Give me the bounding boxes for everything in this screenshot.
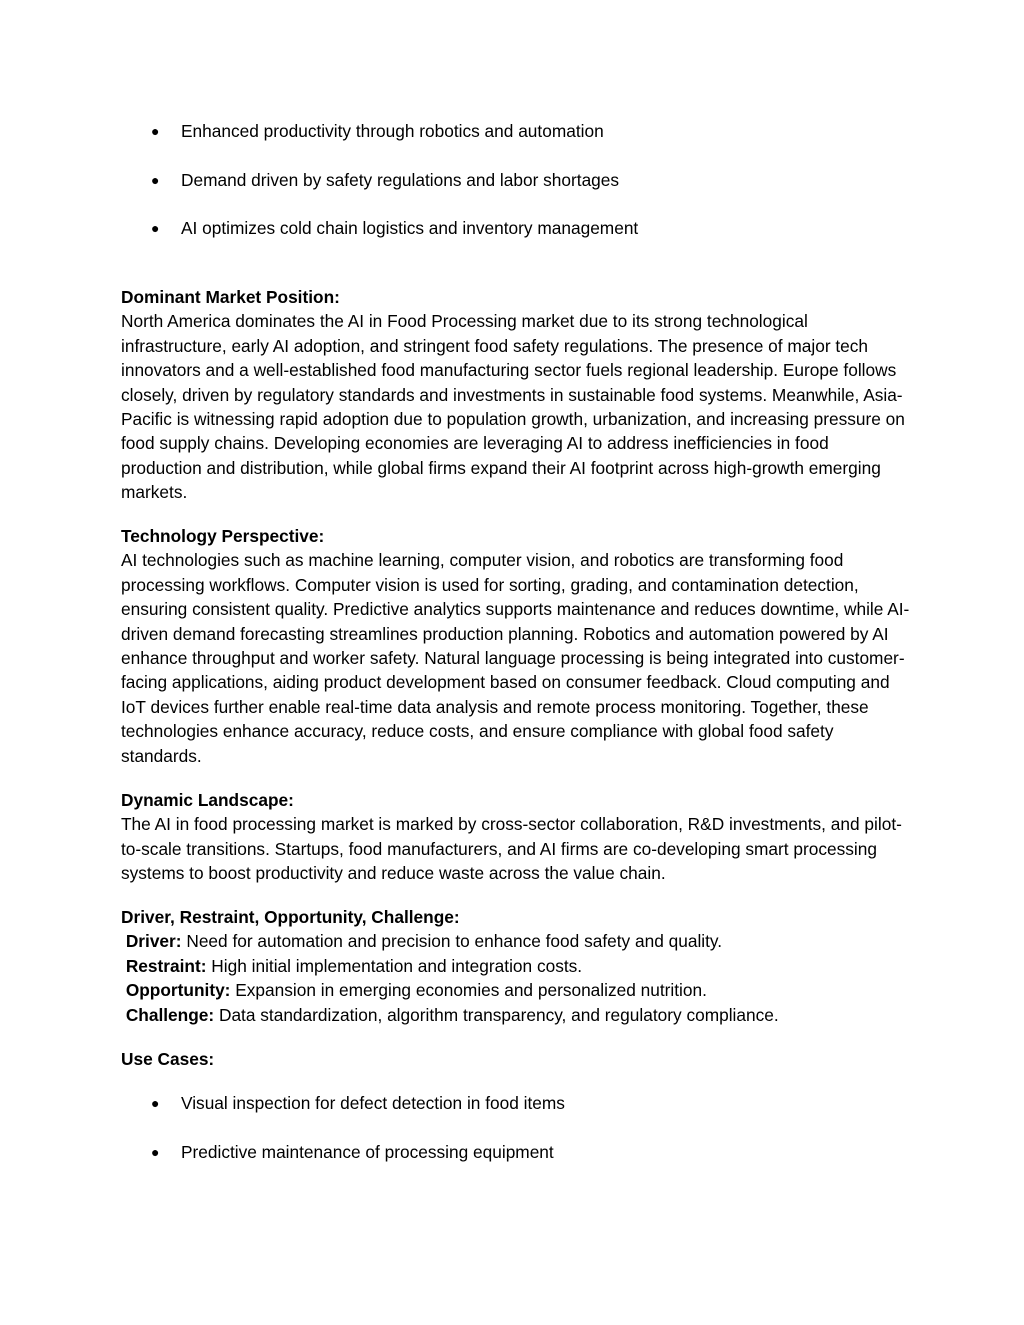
driver-text: Need for automation and precision to enhance food safety and quality. bbox=[181, 931, 723, 952]
list-item bbox=[121, 168, 638, 192]
challenge-line bbox=[121, 1003, 911, 1027]
restraint-text: High initial implementation and integration costs. bbox=[206, 955, 583, 976]
section-heading: Technology Perspective: bbox=[121, 526, 325, 546]
bullet-icon: ● bbox=[151, 1095, 160, 1111]
section-body: AI technologies such as machine learning, computer vision, and robotics are transforming food processing workflows. Computer vision is used for sorting, grading, and contamination detection, ensuring consistent quality. Predictive analytics supports maintenance and reduces downtime, while AI-driven demand forecasting streamlines production planning. Robotics and automation powered by AI enhance throughput and worker safety. Natural language processing is being integrated into customer-facing applications, aiding product development based on consumer feedback. Cloud computing and IoT devices further enable real-time data analysis and remote process monitoring. Together, these technologies enhance accuracy, reduce costs, and ensure compliance with global food safety standards. bbox=[121, 550, 910, 766]
opportunity-line bbox=[121, 978, 911, 1002]
bullet-icon: ● bbox=[151, 1143, 160, 1160]
list-item-text: Enhanced productivity through robotics and automation bbox=[181, 121, 604, 141]
use-cases-section bbox=[121, 1047, 911, 1071]
section-heading: Dynamic Landscape: bbox=[121, 790, 294, 810]
restraint-line bbox=[121, 954, 911, 978]
bullet-icon: ● bbox=[151, 171, 160, 188]
use-cases-list bbox=[121, 1091, 565, 1164]
list-item-text: Predictive maintenance of processing equipment bbox=[181, 1141, 554, 1162]
list-item-text: AI optimizes cold chain logistics and inventory management bbox=[181, 218, 639, 238]
driver-label: Driver: bbox=[125, 931, 182, 952]
section-body: North America dominates the AI in Food Processing market due to its strong technological infrastructure, early AI adoption, and stringent food safety regulations. The presence of major tech innovators and a well-established food manufacturing sector fuels regional leadership. Europe follows closely, driven by regulatory standards and investments in sustainable food systems. Meanwhile, Asia-Pacific is witnessing rapid adoption due to population growth, urbanization, and increasing pressure on food supply chains. Developing economies are leveraging AI to address inefficiencies in food production and distribution, while global firms expand their AI footprint across high-growth emerging markets. bbox=[121, 311, 905, 503]
list-item bbox=[121, 216, 638, 240]
opportunity-text: Expansion in emerging economies and personalized nutrition. bbox=[230, 980, 707, 1001]
restraint-label: Restraint: bbox=[125, 955, 207, 976]
list-item bbox=[121, 1091, 565, 1115]
dynamic-landscape-section bbox=[121, 788, 911, 886]
bullet-icon: ● bbox=[151, 220, 160, 236]
bullet-icon: ● bbox=[151, 123, 160, 139]
section-heading: Driver, Restraint, Opportunity, Challenge: bbox=[121, 907, 460, 927]
benefits-list bbox=[121, 119, 638, 240]
challenge-text: Data standardization, algorithm transparency, and regulatory compliance. bbox=[214, 1004, 779, 1025]
droc-section bbox=[121, 905, 911, 1027]
list-item-text: Demand driven by safety regulations and labor shortages bbox=[181, 169, 620, 190]
dominant-market-section bbox=[121, 285, 911, 505]
technology-section bbox=[121, 524, 911, 768]
section-heading: Use Cases: bbox=[121, 1049, 215, 1069]
driver-line bbox=[121, 929, 911, 953]
list-item bbox=[121, 119, 638, 143]
list-item-text: Visual inspection for defect detection in food items bbox=[181, 1093, 565, 1113]
section-body: The AI in food processing market is marked by cross-sector collaboration, R&D investments, and pilot-to-scale transitions. Startups, food manufacturers, and AI firms are co-developing smart processing systems to boost productivity and reduce waste across the value chain. bbox=[121, 814, 902, 884]
list-item bbox=[121, 1140, 565, 1164]
opportunity-label: Opportunity: bbox=[125, 980, 231, 1001]
challenge-label: Challenge: bbox=[125, 1004, 215, 1025]
section-heading: Dominant Market Position: bbox=[121, 287, 340, 307]
